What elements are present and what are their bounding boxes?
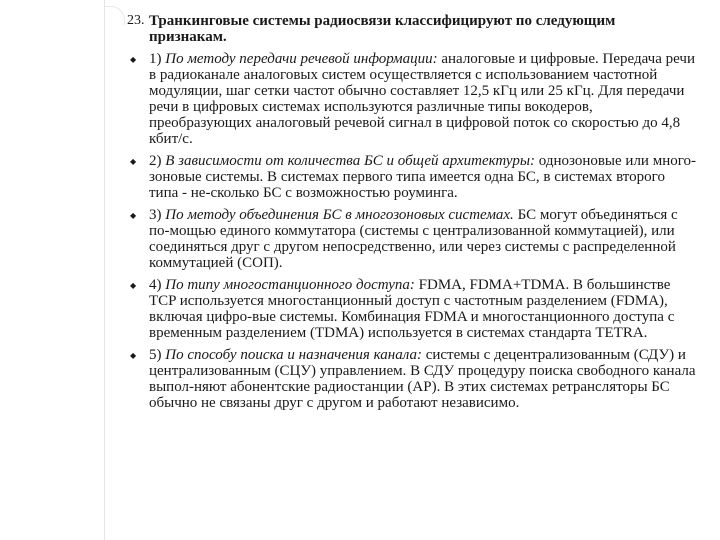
heading-title: Транкинговые системы радиосвязи классифицируют по следующим признакам. — [149, 13, 616, 45]
frame-line — [104, 0, 105, 540]
item-prefix: 5) — [149, 347, 166, 363]
list-item — [128, 207, 696, 271]
item-prefix: 2) — [149, 153, 166, 169]
item-prefix: 1) — [149, 51, 166, 67]
item-category: В зависимости от количества БС и общей архитектуры: — [165, 153, 535, 169]
slide-content — [128, 13, 696, 411]
item-text: БС могут объединяться с по-мощью единого коммутатора (системы с централизованной коммутацией), или соединяться друг с другом непосредственно, или через системы с распределенной коммутацией (СОП). — [149, 207, 678, 271]
item-category: По методу объединения БС в многозоновых системах. — [165, 207, 514, 223]
item-category: По методу передачи речевой информации: — [165, 51, 438, 67]
list-item — [128, 51, 696, 147]
diamond-bullet-icon: ◆ — [130, 55, 137, 64]
item-prefix: 4) — [149, 277, 166, 293]
slide-heading — [128, 13, 696, 45]
item-category: По способу поиска и назначения канала: — [165, 347, 422, 363]
diamond-bullet-icon: ◆ — [130, 281, 137, 290]
list-item — [128, 347, 696, 411]
list-item — [128, 277, 696, 341]
item-category: По типу многостанционного доступа: — [165, 277, 415, 293]
item-text: системы с децентрализованным (СДУ) и централизованным (СЦУ) управлением. В СДУ процедуру поиска свободного канала выпол-няют абонентские радиостанции (АР). В этих системах ретрансляторы БС обычно не связаны друг с другом и работают независимо. — [149, 347, 696, 411]
item-prefix: 3) — [149, 207, 166, 223]
diamond-bullet-icon: ◆ — [130, 211, 137, 220]
item-text: однозоновые или много-зоновые системы. В системах первого типа имеется одна БС, в системах второго типа - не-сколько БС с возможностью роуминга. — [149, 153, 696, 201]
list-item — [128, 153, 696, 201]
diamond-bullet-icon: ◆ — [130, 157, 137, 166]
heading-number: 23. — [127, 13, 145, 28]
item-text: FDMA, FDMA+TDMA. В большинстве TCP используется многостанционный доступ с частотным разделением (FDMA), включая цифро-вые системы. Комбинация FDMA и многостанционного доступа с временным разделением (TDMA) используется в системах стандарта TETRA. — [149, 277, 675, 341]
diamond-bullet-icon: ◆ — [130, 351, 137, 360]
frame-corner — [104, 6, 125, 25]
item-text: аналоговые и цифровые. Передача речи в радиоканале аналоговых систем осуществляется с использованием частотной модуляции, шаг сетки частот обычно составляет 12,5 кГц или 25 кГц. Для передачи речи в цифровых системах используются различные типы вокодеров, преобразующих аналоговый речевой сигнал в цифровой поток со скоростью до 4,8 кбит/с. — [149, 51, 695, 147]
